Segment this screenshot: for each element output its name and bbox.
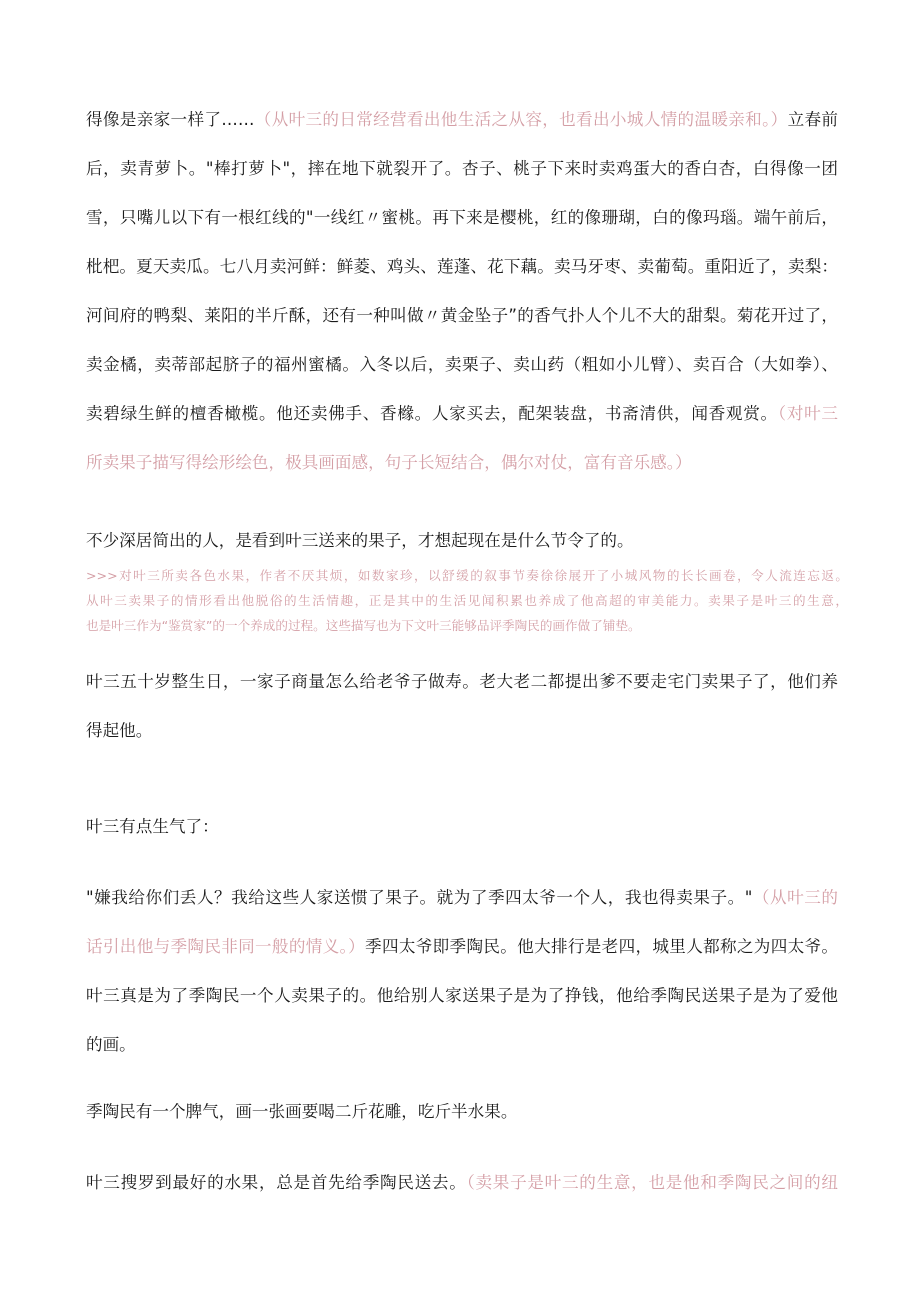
annotation-text: （对叶三 [777, 404, 839, 423]
text-line-18 [86, 1172, 838, 1194]
body-text: 叶三有点生气了： [86, 817, 219, 836]
body-text: 季四太爷即季陶民。他大排行是老四，城里人都称之为四太爷。 [365, 937, 839, 956]
annotation-text: 所卖果子描写得绘形绘色，极具画面感，句子长短结合，偶尔对仗，富有音乐感。） [86, 453, 692, 472]
text-line-11 [86, 720, 152, 742]
commentary-line-3 [86, 617, 641, 635]
commentary-text: >>>对叶三所卖各色水果，作者不厌其烦，如数家珍，以舒缓的叙事节奏徐徐展开了小城风物的长长画卷，令人流连忘返。 [86, 568, 848, 583]
body-text: 卖金橘，卖蒂部起脐子的福州蜜橘。入冬以后，卖栗子、卖山药（粗如小儿臂）、卖百合（大如拳）、 [86, 355, 838, 374]
body-text: 得像是亲家一样了…… [86, 110, 255, 129]
text-line-7 [86, 403, 838, 425]
body-text: 河间府的鸭梨、莱阳的半斤酥，还有一种叫做〃黄金坠子”的香气扑人个儿不大的甜梨。菊花开过了， [86, 306, 838, 325]
commentary-line-2 [86, 592, 848, 610]
annotation-text: 话引出他与季陶民非同一般的情义。） [86, 937, 366, 956]
text-line-1 [86, 109, 838, 131]
text-line-9 [86, 530, 634, 552]
commentary-text: 从叶三卖果子的情形看出他脱俗的生活情趣，正是其中的生活见闻积累也养成了他高超的审美能力。卖果子是叶三的生意， [86, 593, 848, 608]
body-text: 后，卖青萝卜。"棒打萝卜"，摔在地下就裂开了。杏子、桃子下来时卖鸡蛋大的香白杏，白得像一团 [86, 159, 838, 178]
text-line-5 [86, 305, 838, 327]
text-line-4 [86, 256, 838, 278]
text-line-6 [86, 354, 838, 376]
body-text: 立春前 [787, 110, 839, 129]
body-text: 叶三搜罗到最好的水果，总是首先给季陶民送去。 [86, 1173, 467, 1192]
text-line-12 [86, 816, 219, 838]
text-line-3 [86, 207, 838, 229]
body-text: 得起他。 [86, 721, 153, 740]
body-text: 叶三五十岁整生日，一家子商量怎么给老爷子做寿。老大老二都提出爹不要走宅门卖果子了，他们养 [86, 672, 838, 691]
body-text: 叶三真是为了季陶民一个人卖果子的。他给别人家送果子是为了挣钱，他给季陶民送果子是为了爱他 [86, 986, 838, 1005]
annotation-text: （卖果子是叶三的生意，也是他和季陶民之间的纽 [466, 1173, 838, 1192]
annotation-text: （从叶三的日常经营看出他生活之从容，也看出小城人情的温暖亲和。） [254, 110, 788, 129]
commentary-text: 也是叶三作为“鉴赏家”的一个养成的过程。这些描写也为下文叶三能够品评季陶民的画作做了铺垫。 [86, 618, 641, 633]
text-line-13 [86, 887, 838, 909]
text-line-10 [86, 671, 838, 693]
body-text: 枇杷。夏天卖瓜。七八月卖河鲜：鲜菱、鸡头、莲蓬、花下藕。卖马牙枣、卖葡萄。重阳近了，卖梨： [86, 257, 838, 276]
text-line-15 [86, 985, 838, 1007]
body-text: "嫌我给你们丢人？我给这些人家送惯了果子。就为了季四太爷一个人，我也得卖果子。" [86, 888, 753, 907]
body-text: 雪，只嘴儿以下有一根红线的"一线红〃蜜桃。再下来是樱桃，红的像珊瑚，白的像玛瑙。端午前后， [86, 208, 838, 227]
commentary-line-1 [86, 567, 848, 585]
text-line-14 [86, 936, 838, 958]
body-text: 季陶民有一个脾气，画一张画要喝二斤花雕，吃斤半水果。 [86, 1102, 518, 1121]
text-line-2 [86, 158, 838, 180]
text-line-8 [86, 452, 692, 474]
body-text: 不少深居简出的人，是看到叶三送来的果子，才想起现在是什么节令了的。 [86, 531, 634, 550]
annotation-text: （从叶三的 [752, 888, 839, 907]
text-line-16 [86, 1034, 136, 1056]
body-text: 的画。 [86, 1035, 136, 1054]
text-line-17 [86, 1101, 517, 1123]
body-text: 卖碧绿生鲜的檀香橄榄。他还卖佛手、香橼。人家买去，配架装盘，书斋清供，闻香观赏。 [86, 404, 778, 423]
